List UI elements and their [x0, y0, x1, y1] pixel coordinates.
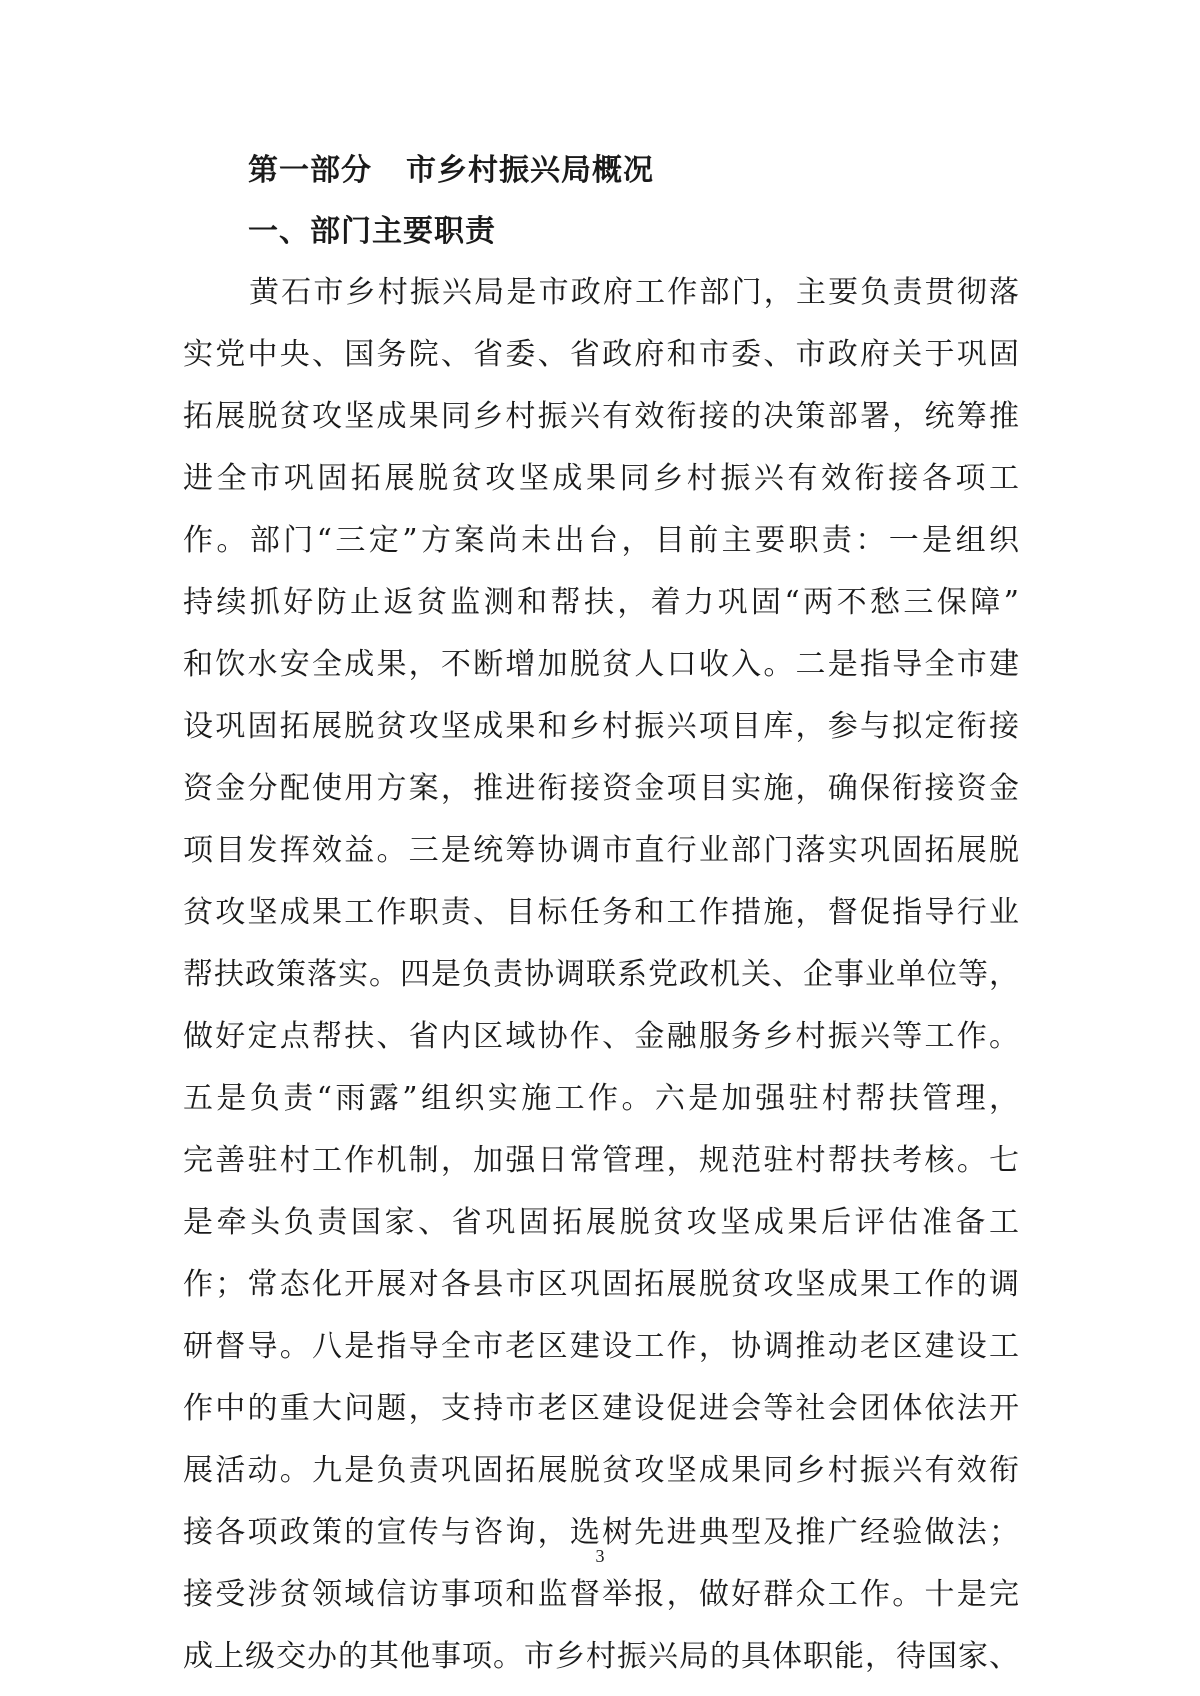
paragraph-line: 持续抓好防止返贫监测和帮扶，着力巩固“两不愁三保障”: [183, 585, 1019, 620]
paragraph-line: 实党中央、国务院、省委、省政府和市委、市政府关于巩固: [183, 337, 1019, 372]
paragraph-line: 项目发挥效益。三是统筹协调市直行业部门落实巩固拓展脱: [183, 833, 1019, 868]
part-heading-title: 市乡村振兴局概况: [406, 153, 654, 188]
paragraph-line: 贫攻坚成果工作职责、目标任务和工作措施，督促指导行业: [183, 895, 1019, 930]
paragraph-line: 五是负责“雨露”组织实施工作。六是加强驻村帮扶管理，: [183, 1081, 1019, 1116]
paragraph-line: 是牵头负责国家、省巩固拓展脱贫攻坚成果后评估准备工: [183, 1205, 1019, 1240]
paragraph-line: 作。部门“三定”方案尚未出台，目前主要职责：一是组织: [183, 523, 1019, 558]
paragraph-line: 接各项政策的宣传与咨询，选树先进典型及推广经验做法；: [183, 1515, 1019, 1550]
paragraph-line: 和饮水安全成果，不断增加脱贫人口收入。二是指导全市建: [183, 647, 1019, 682]
paragraph-line: 研督导。八是指导全市老区建设工作，协调推动老区建设工: [183, 1329, 1019, 1364]
paragraph-line: 做好定点帮扶、省内区域协作、金融服务乡村振兴等工作。: [183, 1019, 1019, 1054]
paragraph-line: 黄石市乡村振兴局是市政府工作部门，主要负责贯彻落: [249, 275, 1019, 310]
paragraph-line: 展活动。九是负责巩固拓展脱贫攻坚成果同乡村振兴有效衔: [183, 1453, 1019, 1488]
section-heading: 一、部门主要职责: [248, 214, 496, 249]
paragraph-line: 接受涉贫领域信访事项和监督举报，做好群众工作。十是完: [183, 1577, 1019, 1612]
paragraph-line: 作中的重大问题，支持市老区建设促进会等社会团体依法开: [183, 1391, 1019, 1426]
part-heading-label: 第一部分: [248, 153, 372, 188]
paragraph-line: 设巩固拓展脱贫攻坚成果和乡村振兴项目库，参与拟定衔接: [183, 709, 1019, 744]
paragraph-line: 拓展脱贫攻坚成果同乡村振兴有效衔接的决策部署，统筹推: [183, 399, 1019, 434]
paragraph-line: 成上级交办的其他事项。市乡村振兴局的具体职能，待国家、: [183, 1639, 1019, 1674]
paragraph-line: 资金分配使用方案，推进衔接资金项目实施，确保衔接资金: [183, 771, 1019, 806]
paragraph-line: 进全市巩固拓展脱贫攻坚成果同乡村振兴有效衔接各项工: [183, 461, 1019, 496]
paragraph-line: 完善驻村工作机制，加强日常管理，规范驻村帮扶考核。七: [183, 1143, 1019, 1178]
page-number: 3: [595, 1546, 605, 1566]
paragraph-line: 帮扶政策落实。四是负责协调联系党政机关、企事业单位等，: [183, 957, 1019, 992]
body-paragraph: [183, 262, 1019, 1688]
part-heading: [248, 151, 654, 191]
paragraph-line: 作；常态化开展对各县市区巩固拓展脱贫攻坚成果工作的调: [183, 1267, 1019, 1302]
